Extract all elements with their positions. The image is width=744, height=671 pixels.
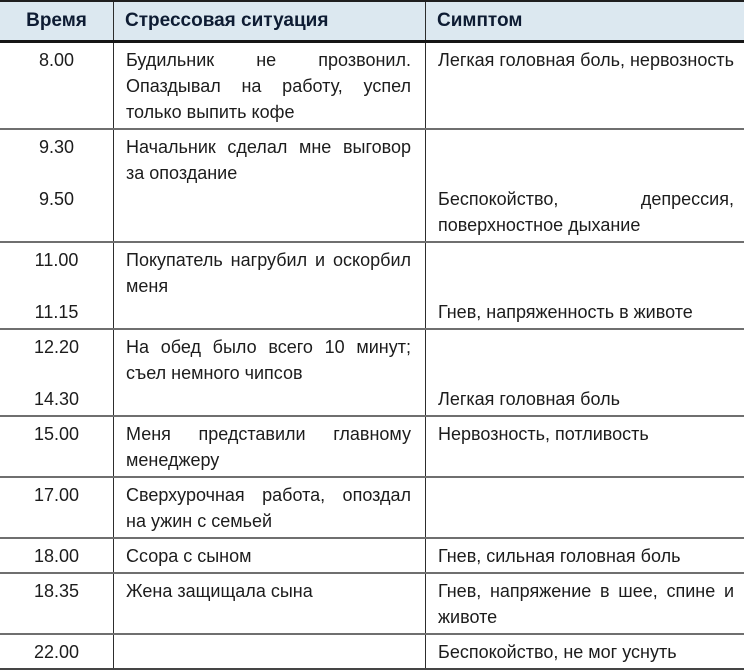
time-cell: 22.00 — [33, 642, 80, 662]
symptom-cell: Гнев, напряжение в шее, спине и животе — [438, 581, 734, 627]
situation-cell: Меня представили главному менеджеру — [126, 424, 411, 470]
time-cell: 9.50 — [38, 189, 75, 209]
table-row — [0, 539, 744, 574]
time-cell: 15.00 — [33, 424, 80, 444]
situation-cell-empty — [113, 186, 425, 238]
situation-cell: Начальник сделал мне выговор за опоздание — [126, 137, 411, 183]
time-cell: 18.00 — [33, 546, 80, 566]
symptom-cell-empty — [425, 134, 744, 186]
symptom-cell-empty — [425, 334, 744, 386]
table-row — [0, 574, 744, 635]
time-cell: 12.20 — [33, 337, 80, 357]
situation-cell: Покупатель нагрубил и оскорбил меня — [126, 250, 411, 296]
symptom-cell: Легкая головная боль — [438, 389, 620, 409]
table-row — [0, 417, 744, 478]
symptom-cell: Легкая головная боль, нервозность — [438, 50, 734, 70]
situation-cell-empty — [113, 386, 425, 412]
symptom-cell: Беспокойство, не мог уснуть — [438, 642, 677, 662]
table-row — [0, 243, 744, 330]
symptom-cell: Нервозность, потливость — [438, 424, 649, 444]
time-cell: 11.00 — [34, 250, 79, 270]
symptom-cell — [425, 482, 744, 534]
header-cell-situation: Стрессовая ситуация — [125, 10, 329, 31]
header-row — [0, 2, 744, 43]
situation-cell — [113, 639, 425, 665]
time-cell: 11.15 — [34, 302, 79, 322]
time-cell: 9.30 — [38, 137, 75, 157]
situation-cell: Ссора с сыном — [126, 546, 252, 566]
symptom-cell: Гнев, напряженность в животе — [438, 302, 693, 322]
table-row — [0, 478, 744, 539]
table-row — [0, 130, 744, 243]
header-cell-time: Время — [26, 10, 87, 31]
time-cell: 17.00 — [33, 485, 80, 505]
situation-cell: На обед было всего 10 минут; съел немного чипсов — [126, 337, 411, 383]
situation-cell-empty — [113, 299, 425, 325]
symptom-cell: Гнев, сильная головная боль — [438, 546, 681, 566]
table-row — [0, 635, 744, 670]
situation-cell: Жена защищала сына — [126, 581, 313, 601]
time-cell: 8.00 — [38, 50, 75, 70]
situation-cell: Сверхурочная работа, опоздал на ужин с семьей — [126, 485, 411, 531]
header-cell-symptom: Симптом — [437, 10, 523, 31]
symptom-cell-empty — [425, 247, 744, 299]
time-cell: 18.35 — [33, 581, 80, 601]
table-row — [0, 43, 744, 130]
situation-cell: Будильник не прозвонил. Опаздывал на работу, успел только выпить кофе — [126, 50, 411, 122]
symptom-cell: Беспокойство, депрессия, поверхностное дыхание — [438, 189, 734, 235]
time-cell: 14.30 — [33, 389, 80, 409]
table-row — [0, 330, 744, 417]
